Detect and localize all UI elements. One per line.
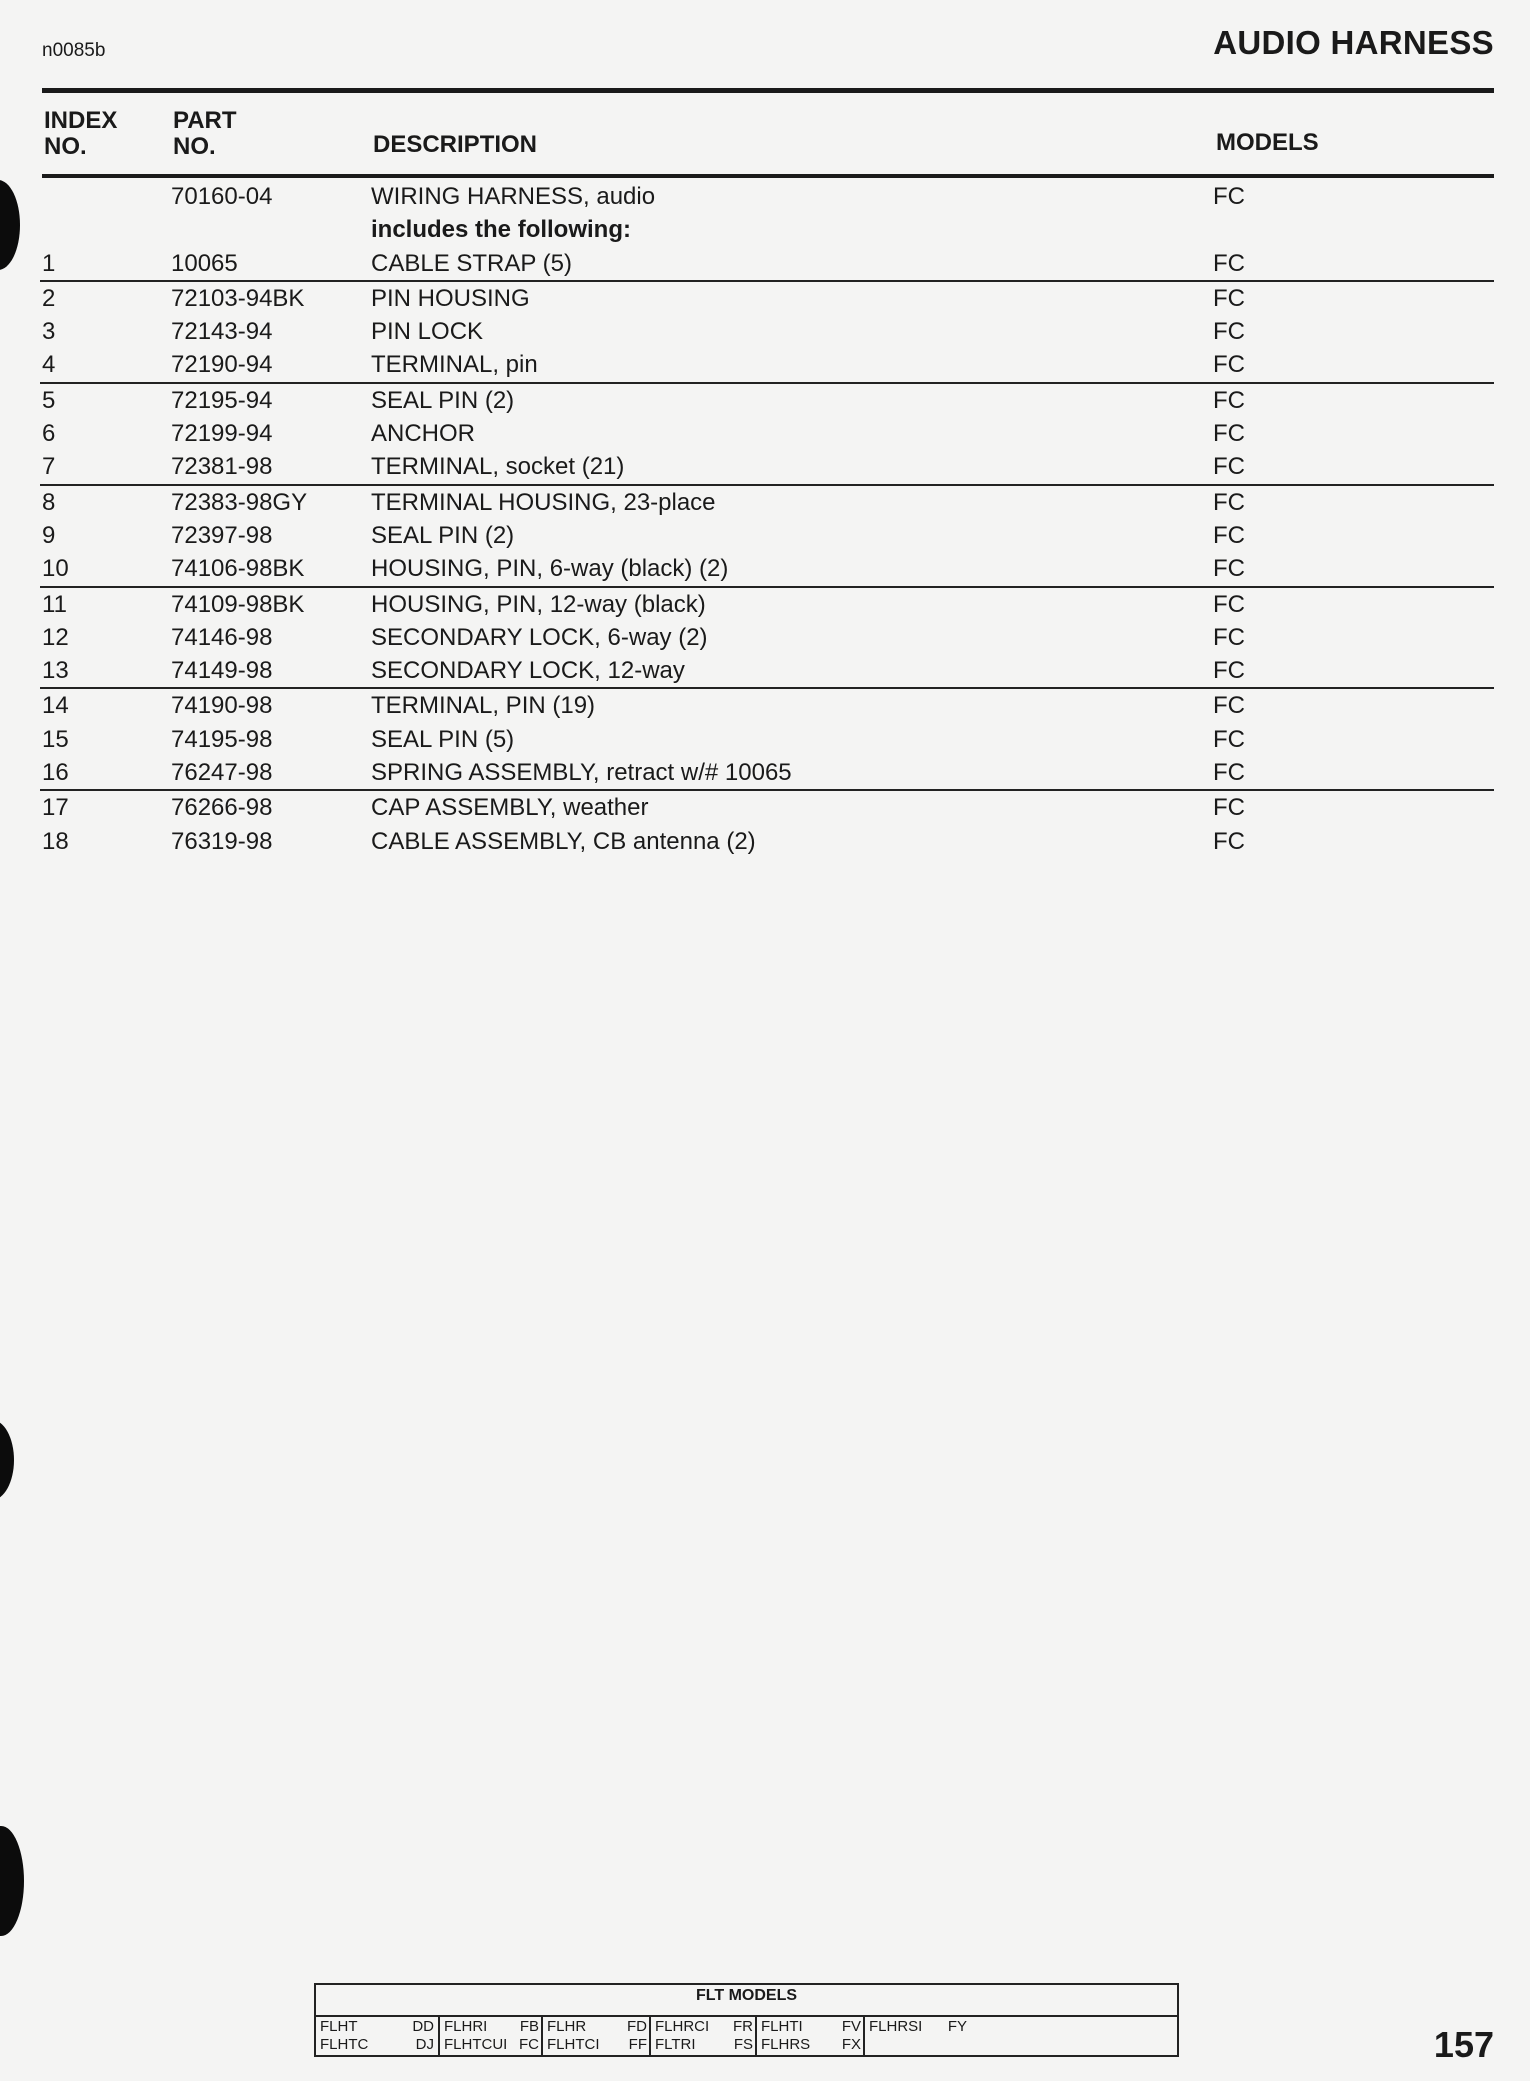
index-cell: 7 — [42, 453, 56, 481]
table-row — [40, 519, 1494, 552]
model-name: FLHRS — [761, 2036, 811, 2053]
models-cell: FC — [1213, 420, 1245, 448]
models-cell: FC — [1213, 692, 1245, 720]
table-row — [40, 213, 1494, 246]
description-cell: CAP ASSEMBLY, weather — [371, 794, 649, 822]
model-code: FC — [519, 2036, 539, 2053]
model-code: FB — [519, 2018, 539, 2035]
part-number-cell: 72199-94 — [171, 420, 273, 448]
column-header-rule — [42, 174, 1494, 178]
figure-code: n0085b — [42, 40, 106, 61]
column-header-models: MODELS — [1216, 129, 1319, 156]
description-cell: SPRING ASSEMBLY, retract w/# 10065 — [371, 759, 792, 787]
table-row — [40, 348, 1494, 381]
model-name: FLHRCI — [655, 2018, 710, 2035]
description-cell: CABLE STRAP (5) — [371, 249, 572, 277]
models-cell: FC — [1213, 386, 1245, 414]
part-number-cell: 76319-98 — [171, 827, 273, 855]
part-number-cell: 74149-98 — [171, 657, 273, 685]
index-cell: 8 — [42, 488, 56, 516]
binder-hole — [0, 1420, 14, 1500]
binder-hole — [0, 180, 20, 270]
index-cell: 9 — [42, 521, 56, 549]
part-number-cell: 76266-98 — [171, 794, 273, 822]
index-cell: 18 — [42, 827, 69, 855]
description-cell: TERMINAL HOUSING, 23-place — [371, 488, 716, 516]
description-cell: PIN HOUSING — [371, 284, 530, 312]
model-code: FV — [841, 2018, 861, 2035]
index-cell: 13 — [42, 657, 69, 685]
part-number-cell: 72397-98 — [171, 521, 273, 549]
table-row — [40, 756, 1494, 789]
flt-model-group — [438, 2017, 543, 2055]
models-cell: FC — [1213, 623, 1245, 651]
model-code: FY — [947, 2018, 967, 2035]
description-cell: SEAL PIN (2) — [371, 521, 515, 549]
page-number: 157 — [1433, 2024, 1494, 2065]
models-cell: FC — [1213, 453, 1245, 481]
model-name: FLHR — [547, 2018, 587, 2035]
page-title: AUDIO HARNESS — [1213, 24, 1494, 61]
parts-table — [40, 180, 1494, 858]
table-row — [40, 687, 1494, 722]
models-cell: FC — [1213, 759, 1245, 787]
model-code: FD — [627, 2018, 647, 2035]
part-number-cell: 72195-94 — [171, 386, 273, 414]
flt-model-group — [649, 2017, 757, 2055]
description-cell: HOUSING, PIN, 6-way (black) (2) — [371, 555, 729, 583]
models-cell: FC — [1213, 725, 1245, 753]
part-number-cell: 74146-98 — [171, 623, 273, 651]
model-name: FLHTCI — [547, 2036, 600, 2053]
model-code: FX — [841, 2036, 861, 2053]
model-name: FLHTC — [320, 2036, 369, 2053]
models-cell: FC — [1213, 183, 1245, 210]
flt-model-group — [755, 2017, 865, 2055]
model-name: FLHTCUI — [444, 2036, 508, 2053]
index-cell: 3 — [42, 318, 56, 346]
part-number-cell: 10065 — [171, 249, 238, 277]
part-number-cell: 72190-94 — [171, 351, 273, 379]
index-cell: 6 — [42, 420, 56, 448]
model-code: FS — [733, 2036, 753, 2053]
part-number-cell: 72381-98 — [171, 453, 273, 481]
part-number-cell: 72103-94BK — [171, 284, 305, 312]
models-cell: FC — [1213, 827, 1245, 855]
part-number-cell: 70160-04 — [171, 183, 273, 210]
models-cell: FC — [1213, 657, 1245, 685]
table-row — [40, 825, 1494, 858]
index-cell: 16 — [42, 759, 69, 787]
model-code: FF — [628, 2036, 647, 2053]
model-name: FLHTI — [761, 2018, 803, 2035]
model-code: FR — [733, 2018, 753, 2035]
models-cell: FC — [1213, 318, 1245, 346]
column-header-description: DESCRIPTION — [373, 131, 538, 158]
index-cell: 5 — [42, 386, 56, 414]
description-cell: ANCHOR — [371, 420, 476, 448]
index-cell: 2 — [42, 284, 56, 312]
flt-models-grid — [316, 2015, 1177, 2055]
index-cell: 14 — [42, 692, 69, 720]
table-row — [40, 180, 1494, 213]
models-cell: FC — [1213, 521, 1245, 549]
description-cell: WIRING HARNESS, audio — [371, 183, 656, 210]
table-row — [40, 621, 1494, 654]
model-name: FLHT — [320, 2018, 358, 2035]
models-cell: FC — [1213, 590, 1245, 618]
table-row — [40, 315, 1494, 348]
table-row — [40, 280, 1494, 315]
index-cell: 11 — [42, 590, 67, 618]
part-number-cell: 74109-98BK — [171, 590, 305, 618]
flt-model-group — [541, 2017, 651, 2055]
description-cell: SECONDARY LOCK, 6-way (2) — [371, 623, 708, 651]
description-cell: SECONDARY LOCK, 12-way — [371, 657, 685, 685]
flt-models-legend — [314, 1983, 1179, 2057]
part-number-cell: 74190-98 — [171, 692, 273, 720]
part-number-cell: 74106-98BK — [171, 555, 305, 583]
models-cell: FC — [1213, 794, 1245, 822]
model-name: FLTRI — [655, 2036, 696, 2053]
part-number-cell: 72143-94 — [171, 318, 273, 346]
table-row — [40, 417, 1494, 450]
index-cell: 17 — [42, 794, 69, 822]
part-number-cell: 72383-98GY — [171, 488, 308, 516]
flt-model-group — [863, 2017, 971, 2055]
index-cell: 1 — [42, 249, 56, 277]
binder-hole — [0, 1826, 24, 1936]
model-name: FLHRSI — [869, 2018, 923, 2035]
models-cell: FC — [1213, 284, 1245, 312]
description-cell: HOUSING, PIN, 12-way (black) — [371, 590, 706, 618]
part-number-cell: 74195-98 — [171, 725, 273, 753]
models-cell: FC — [1213, 555, 1245, 583]
table-row — [40, 552, 1494, 585]
index-cell: 15 — [42, 725, 69, 753]
table-row — [40, 654, 1494, 687]
table-row — [40, 586, 1494, 621]
header-rule — [42, 88, 1494, 93]
description-cell: CABLE ASSEMBLY, CB antenna (2) — [371, 827, 756, 855]
part-number-cell: 76247-98 — [171, 759, 273, 787]
table-row — [40, 723, 1494, 756]
description-cell: PIN LOCK — [371, 318, 484, 346]
description-cell: TERMINAL, PIN (19) — [371, 692, 596, 720]
table-row — [40, 382, 1494, 417]
models-cell: FC — [1213, 488, 1245, 516]
column-header-part: PART NO. — [173, 107, 237, 160]
description-cell: TERMINAL, pin — [371, 351, 538, 379]
index-cell: 10 — [42, 555, 69, 583]
flt-models-title: FLT MODELS — [695, 1987, 798, 2004]
description-cell: SEAL PIN (5) — [371, 725, 515, 753]
table-row — [40, 450, 1494, 483]
description-cell: TERMINAL, socket (21) — [371, 453, 625, 481]
model-name: FLHRI — [444, 2018, 488, 2035]
models-cell: FC — [1213, 249, 1245, 277]
table-row — [40, 247, 1494, 280]
table-row — [40, 484, 1494, 519]
index-cell: 4 — [42, 351, 56, 379]
flt-model-group — [316, 2017, 438, 2055]
models-cell: FC — [1213, 351, 1245, 379]
model-code: DD — [412, 2018, 434, 2035]
description-cell: SEAL PIN (2) — [371, 386, 515, 414]
table-row — [40, 789, 1494, 824]
model-code: DJ — [415, 2036, 434, 2053]
description-cell: includes the following: — [371, 216, 631, 244]
index-cell: 12 — [42, 623, 69, 651]
column-header-index: INDEX NO. — [44, 107, 118, 160]
